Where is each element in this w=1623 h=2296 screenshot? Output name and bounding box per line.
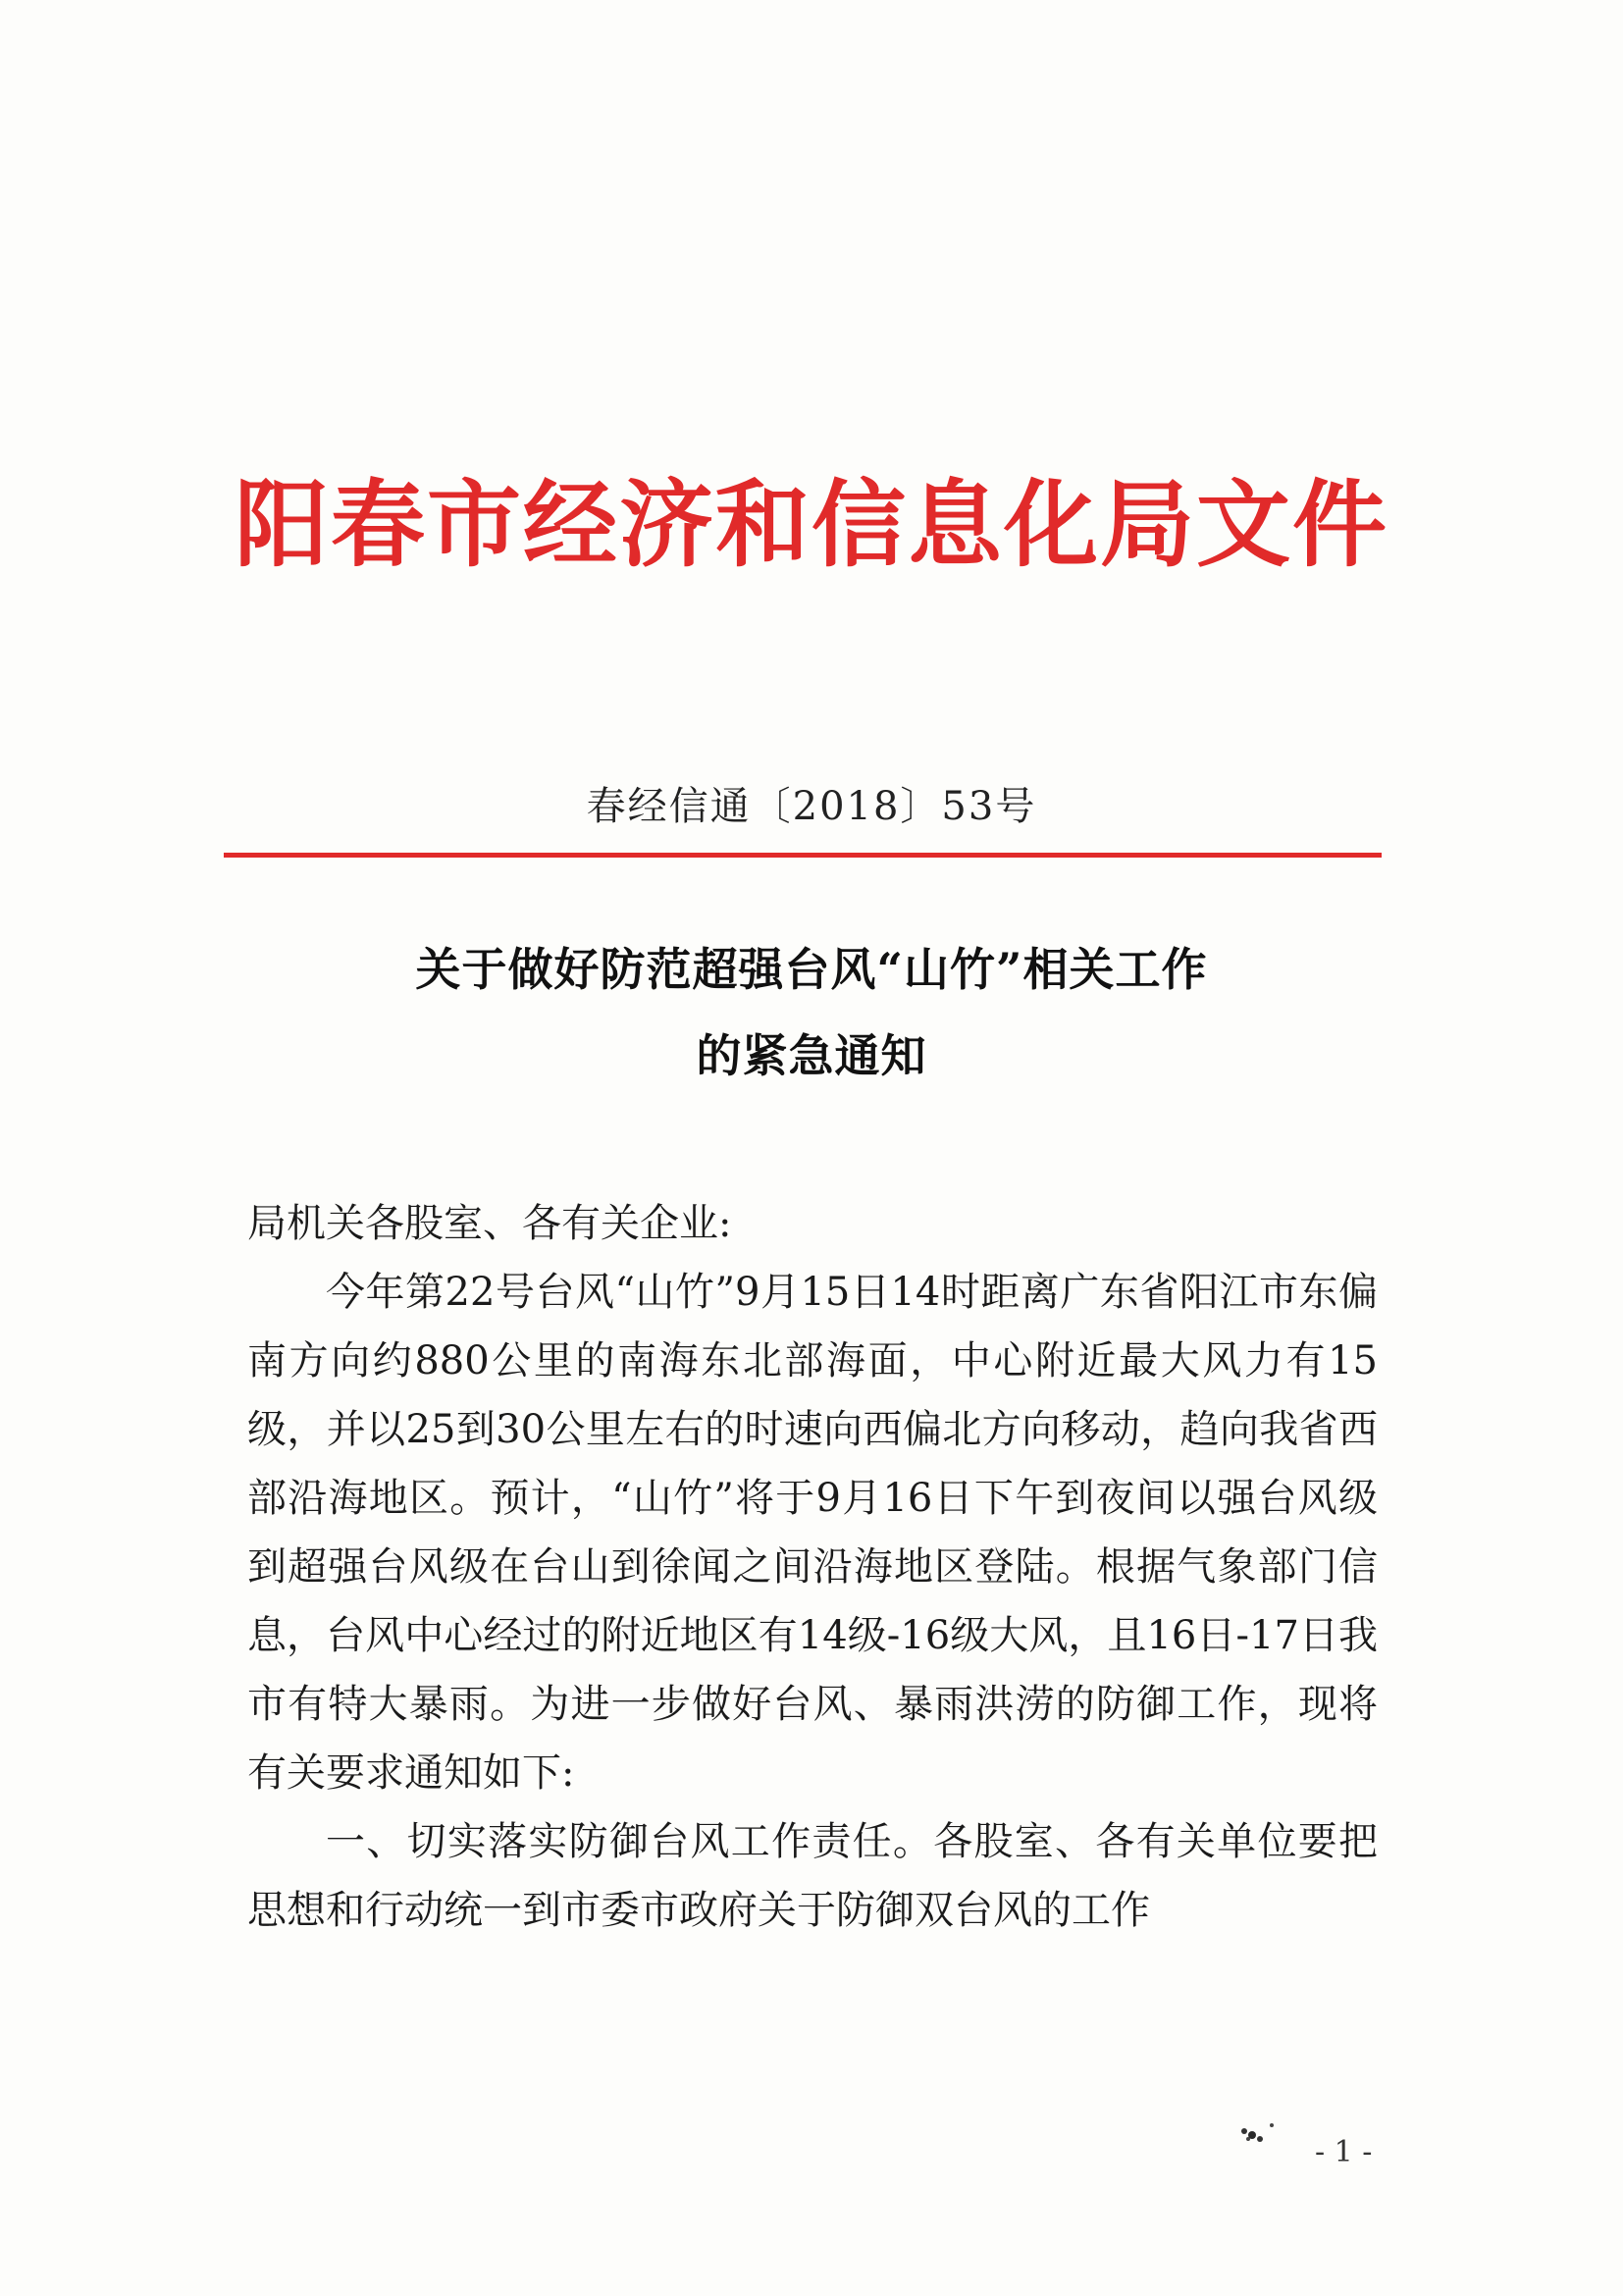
body-paragraph-1: 今年第22号台风“山竹”9月15日14时距离广东省阳江市东偏南方向约880公里的南海东北部海面，中心附近最大风力有15级，并以25到30公里左右的时速向西偏北方向移动，趋向我省西部沿海地区。预计，“山竹”将于9月16日下午到夜间以强台风级到超强台风级在台山到徐闻之间沿海地区登陆。根据气象部门信息，台风中心经过的附近地区有14级-16级大风，且16日-17日我市有特大暴雨。为进一步做好台风、暴雨洪涝的防御工作，现将有关要求通知如下: <box>247 1270 1378 1796</box>
notice-title-line-1: 关于做好防范超强台风“山竹”相关工作 <box>415 943 1208 996</box>
scan-ink-smudge <box>1234 2119 1280 2149</box>
page-number: - 1 - <box>1315 2135 1373 2169</box>
issuing-authority-header: 阳春市经济和信息化局文件 <box>235 470 1388 580</box>
document-number: 春经信通〔2018〕53号 <box>586 784 1037 829</box>
body-paragraph-2: 一、切实落实防御台风工作责任。各股室、各有关单位要把思想和行动统一到市委市政府关于防御双台风的工作 <box>247 1819 1378 1933</box>
addressee: 局机关各股室、各有关企业: <box>247 1201 732 1246</box>
red-separator-line <box>224 853 1382 858</box>
notice-body <box>247 1189 1378 1945</box>
notice-title-line-2: 的紧急通知 <box>696 1029 927 1082</box>
